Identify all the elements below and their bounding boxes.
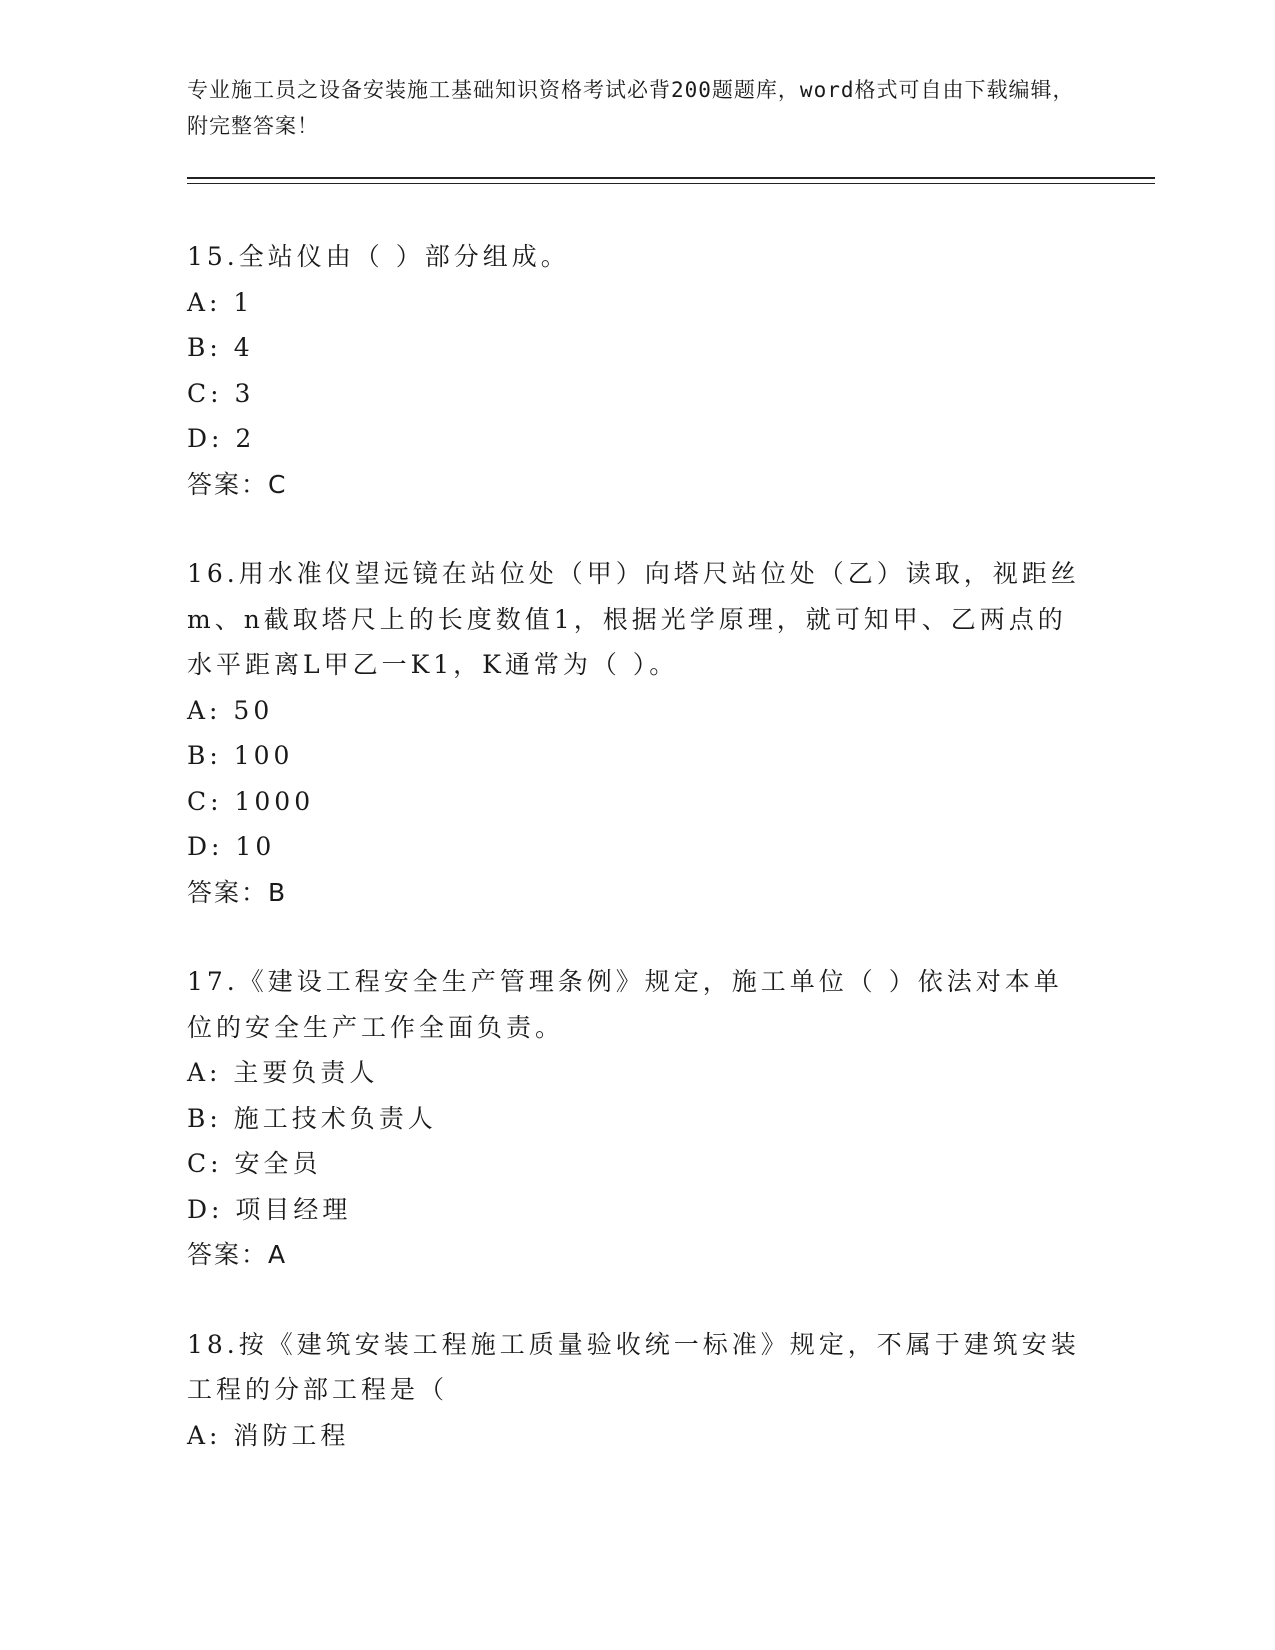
option-d: D: 2 — [187, 424, 256, 453]
answer-value: C — [268, 469, 286, 499]
question-15 — [187, 234, 1087, 507]
question-stem: 15.全站仪由（ ）部分组成。 — [187, 242, 570, 271]
answer-label: 答案： — [187, 1240, 269, 1269]
question-stem: 16.用水准仪望远镜在站位处（甲）向塔尺站位处（乙）读取，视距丝m、n截取塔尺上的长度数值1，根据光学原理，就可知甲、乙两点的水平距离L甲乙一K1，K通常为（ ）。 — [187, 559, 1080, 679]
question-list — [187, 234, 1087, 1502]
option-c: C: 安全员 — [187, 1149, 322, 1178]
option-d: D: 项目经理 — [187, 1194, 352, 1224]
answer-label: 答案： — [187, 469, 269, 499]
answer-label: 答案： — [187, 877, 269, 907]
option-a: A: 消防工程 — [187, 1420, 350, 1450]
question-17 — [187, 959, 1087, 1278]
header-divider-thin — [187, 183, 1155, 184]
header-divider — [187, 177, 1155, 179]
question-stem: 17.《建设工程安全生产管理条例》规定，施工单位（ ）依法对本单位的安全生产工作全面负责。 — [187, 967, 1063, 1042]
option-c: C: 1000 — [187, 786, 315, 816]
answer-line — [187, 462, 1087, 508]
option-c: C: 3 — [187, 378, 255, 408]
question-stem: 18.按《建筑安装工程施工质量验收统一标准》规定，不属于建筑安装工程的分部工程是（ — [187, 1329, 1080, 1404]
option-a: A: 50 — [187, 695, 274, 725]
option-b: B: 100 — [187, 741, 294, 770]
document-header: 专业施工员之设备安装施工基础知识资格考试必背200题题库，word格式可自由下载编辑，附完整答案！ — [187, 78, 1075, 138]
question-18 — [187, 1322, 1087, 1459]
option-b: B: 施工技术负责人 — [187, 1103, 437, 1133]
option-a: A: 1 — [187, 287, 254, 317]
answer-line — [187, 870, 1087, 916]
option-a: A: 主要负责人 — [187, 1058, 379, 1087]
option-b: B: 4 — [187, 333, 254, 362]
answer-line — [187, 1232, 1087, 1278]
question-16 — [187, 551, 1087, 915]
answer-value: B — [268, 877, 286, 907]
answer-value: A — [268, 1240, 286, 1269]
option-d: D: 10 — [187, 832, 276, 861]
